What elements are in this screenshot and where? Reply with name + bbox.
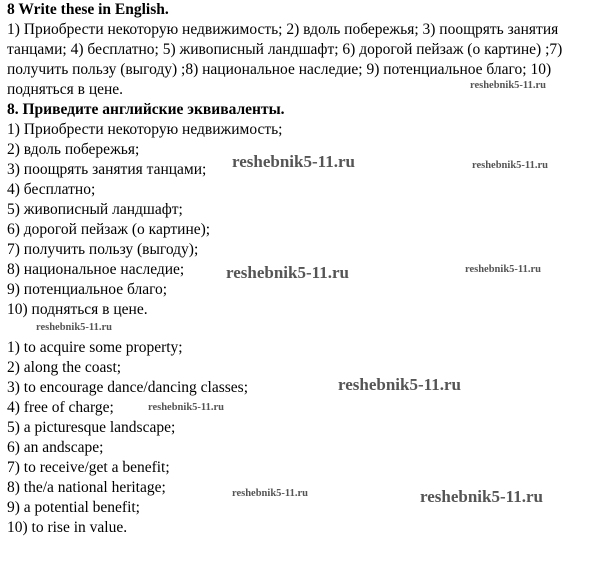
russian-item-9: 9) потенциальное благо;	[7, 281, 168, 298]
russian-item-4: 4) бесплатно;	[7, 181, 96, 198]
task1-heading: 8 Write these in English.	[7, 1, 169, 18]
russian-item-8: 8) национальное наследие;	[7, 261, 185, 278]
russian-item-10: 10) подняться в цене.	[7, 301, 148, 318]
russian-item-2: 2) вдоль побережья;	[7, 141, 140, 158]
task2-heading: 8. Приведите английские эквиваленты.	[7, 101, 285, 118]
english-item-1: 1) to acquire some property;	[7, 339, 183, 356]
russian-item-3: 3) поощрять занятия танцами;	[7, 161, 207, 178]
english-item-10: 10) to rise in value.	[7, 519, 128, 536]
russian-list	[7, 120, 587, 320]
english-item-5: 5) a picturesque landscape;	[7, 419, 176, 436]
watermark: reshebnik5-11.ru	[232, 488, 308, 499]
english-item-3: 3) to encourage dance/dancing classes;	[7, 379, 249, 396]
russian-item-1: 1) Приобрести некоторую недвижимость;	[7, 121, 283, 138]
task1-text: 1) Приобрести некоторую недвижимость; 2) вдоль побережья; 3) поощрять занятия танцами; 4) бесплатно; 5) живописный ландшафт; 6) дорогой пейзаж (о картине) ;7) получить пользу (выгоду) ;8) национальное наследие; 9) потенциальное благо; 10) подняться в цене.	[7, 21, 563, 98]
watermark: reshebnik5-11.ru	[470, 80, 546, 91]
watermark: reshebnik5-11.ru	[338, 375, 461, 394]
watermark: reshebnik5-11.ru	[226, 263, 349, 282]
english-item-6: 6) an andscape;	[7, 439, 104, 456]
english-list	[7, 338, 587, 538]
watermark: reshebnik5-11.ru	[420, 487, 543, 506]
watermark: reshebnik5-11.ru	[232, 152, 355, 171]
english-item-8: 8) the/a national heritage;	[7, 479, 166, 496]
watermark: reshebnik5-11.ru	[465, 264, 541, 275]
watermark: reshebnik5-11.ru	[472, 160, 548, 171]
watermark: reshebnik5-11.ru	[148, 402, 224, 413]
russian-item-5: 5) живописный ландшафт;	[7, 201, 183, 218]
russian-item-7: 7) получить пользу (выгоду);	[7, 241, 199, 258]
english-item-7: 7) to receive/get a benefit;	[7, 459, 170, 476]
english-item-2: 2) along the coast;	[7, 359, 122, 376]
english-item-9: 9) a potential benefit;	[7, 499, 140, 516]
english-item-4: 4) free of charge;	[7, 399, 114, 416]
watermark: reshebnik5-11.ru	[36, 322, 112, 333]
russian-item-6: 6) дорогой пейзаж (о картине);	[7, 221, 211, 238]
